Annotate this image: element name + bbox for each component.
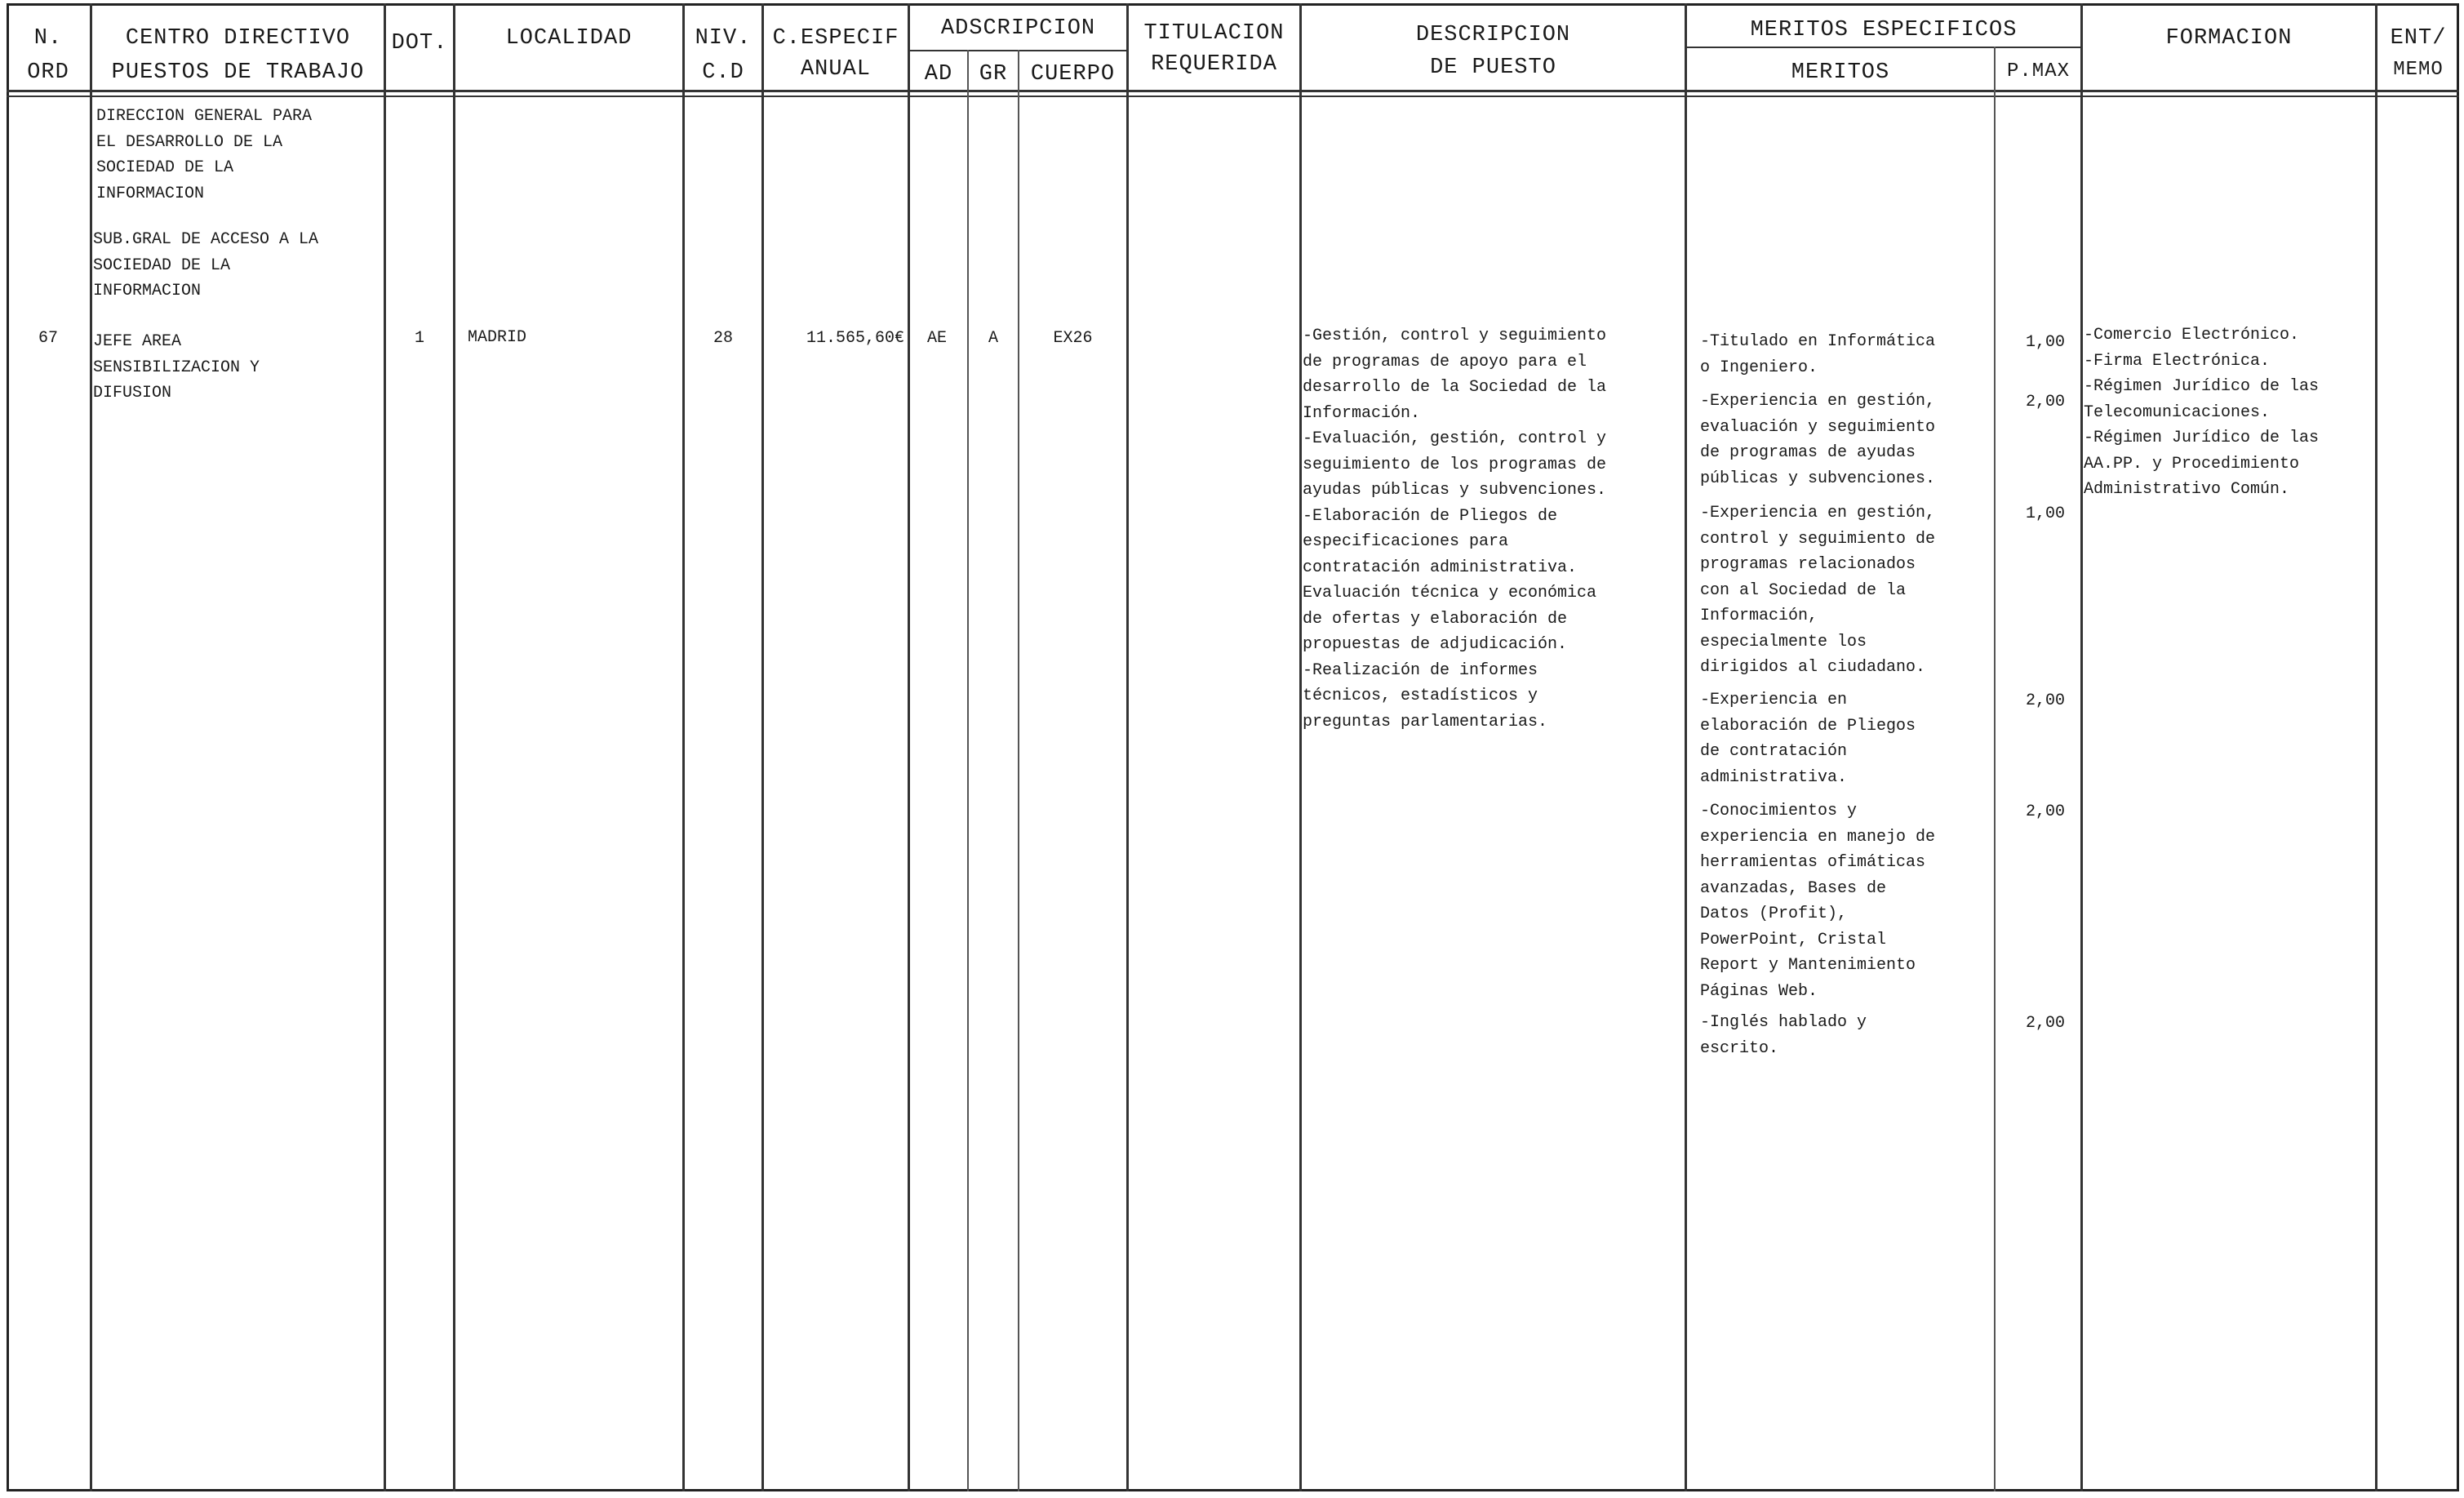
header-puestos-trabajo: PUESTOS DE TRABAJO: [111, 60, 365, 85]
header-formacion: FORMACION: [2165, 26, 2293, 51]
col-rule: [453, 3, 455, 1491]
header-titulacion: TITULACION: [1143, 21, 1285, 46]
header-cuerpo: CUERPO: [1030, 62, 1116, 87]
nivel-cd: 28: [713, 329, 733, 348]
header-n: N.: [33, 26, 63, 51]
col-rule: [1685, 3, 1687, 1491]
merito-pmax: 2,00: [2025, 691, 2065, 710]
puesto-trabajo: JEFE AREA SENSIBILIZACION Y DIFUSION: [93, 332, 260, 402]
col-rule: [761, 3, 764, 1491]
header-bottom-rule: [7, 90, 2459, 92]
header-adscripcion: ADSCRIPCION: [940, 16, 1096, 41]
descripcion-puesto: -Gestión, control y seguimiento de programas de apoyo para el desarrollo de la Sociedad de la Información. -Evaluación, gestión, control y seguimiento de los programas de ayudas públicas y subvenciones. -Elaboración de Pliegos de especificaciones para contratación administrativa. Evaluación técnica y económica de ofertas y elaboración de propuestas de adjudicación. -Realización de informes técnicos, estadísticos y preguntas parlamentarias.: [1303, 327, 1607, 731]
subdireccion: SUB.GRAL DE ACCESO A LA SOCIEDAD DE LA INFORMACION: [93, 230, 319, 300]
meritos-subrule: [1685, 47, 2080, 48]
header-meritos: MERITOS: [1791, 60, 1890, 85]
formacion: -Comercio Electrónico. -Firma Electrónica. -Régimen Jurídico de las Telecomunicaciones. -Régimen Jurídico de las AA.PP. y Procedimiento Administrativo Común.: [2084, 326, 2320, 499]
header-ord: ORD: [27, 60, 69, 85]
merito-item: -Titulado en Informática o Ingeniero.: [1700, 332, 1936, 377]
col-rule: [908, 3, 910, 1491]
col-rule: [1018, 50, 1019, 1491]
header-meritos-especificos: MERITOS ESPECIFICOS: [1750, 18, 2018, 42]
header-cd: C.D: [702, 60, 744, 85]
col-rule: [1126, 3, 1129, 1491]
col-rule: [90, 3, 92, 1491]
merito-item: -Conocimientos y experiencia en manejo de herramientas ofimáticas avanzadas, Bases de Datos (Profit), PowerPoint, Cristal Report y Mantenimiento Páginas Web.: [1700, 802, 1936, 1001]
header-anual: ANUAL: [800, 57, 871, 82]
complemento-especifico: 11.565,60€: [806, 329, 904, 348]
merito-pmax: 2,00: [2025, 802, 2065, 821]
col-rule: [1299, 3, 1302, 1491]
merito-item: -Inglés hablado y escrito.: [1700, 1013, 1867, 1058]
col-rule: [1994, 47, 1996, 1491]
header-localidad: LOCALIDAD: [505, 26, 633, 51]
adscripcion-cuerpo: EX26: [1053, 329, 1093, 348]
header-bottom-rule-2: [7, 96, 2459, 97]
merito-item: -Experiencia en gestión, evaluación y seguimiento de programas de ayudas públicas y subvenciones.: [1700, 392, 1936, 488]
merito-pmax: 2,00: [2025, 1014, 2065, 1033]
n-ord: 67: [38, 329, 58, 348]
header-centro-directivo: CENTRO DIRECTIVO: [125, 26, 351, 51]
col-rule: [967, 50, 969, 1491]
localidad: MADRID: [468, 328, 527, 347]
col-rule: [384, 3, 386, 1491]
header-ent: ENT/: [2390, 26, 2447, 51]
header-descripcion: DESCRIPCION: [1415, 23, 1571, 47]
header-cespecif: C.ESPECIF: [772, 26, 899, 51]
header-niv: NIV.: [695, 26, 752, 51]
header-gr: GR: [979, 62, 1008, 87]
adscripcion-gr: A: [988, 329, 998, 348]
header-ad: AD: [924, 62, 953, 87]
merito-pmax: 1,00: [2025, 505, 2065, 523]
header-pmax: P.MAX: [2006, 60, 2070, 82]
header-memo: MEMO: [2393, 59, 2444, 81]
header-de-puesto: DE PUESTO: [1430, 56, 1556, 80]
merito-pmax: 2,00: [2025, 393, 2065, 411]
merito-pmax: 1,00: [2025, 333, 2065, 352]
col-rule: [682, 3, 685, 1491]
col-rule: [2375, 3, 2377, 1491]
adscripcion-subrule: [908, 50, 1126, 51]
dotacion: 1: [414, 329, 424, 348]
header-requerida: REQUERIDA: [1151, 52, 1277, 77]
adscripcion-ad: AE: [926, 329, 947, 348]
merito-item: -Experiencia en gestión, control y seguimiento de programas relacionados con al Sociedad de la Información, especialmente los dirigidos al ciudadano.: [1700, 504, 1936, 677]
merito-item: -Experiencia en elaboración de Pliegos de contratación administrativa.: [1700, 691, 1916, 787]
header-dot: DOT.: [391, 31, 448, 56]
centro-directivo: DIRECCION GENERAL PARA EL DESARROLLO DE LA SOCIEDAD DE LA INFORMACION: [96, 107, 313, 203]
col-rule: [2080, 3, 2083, 1491]
